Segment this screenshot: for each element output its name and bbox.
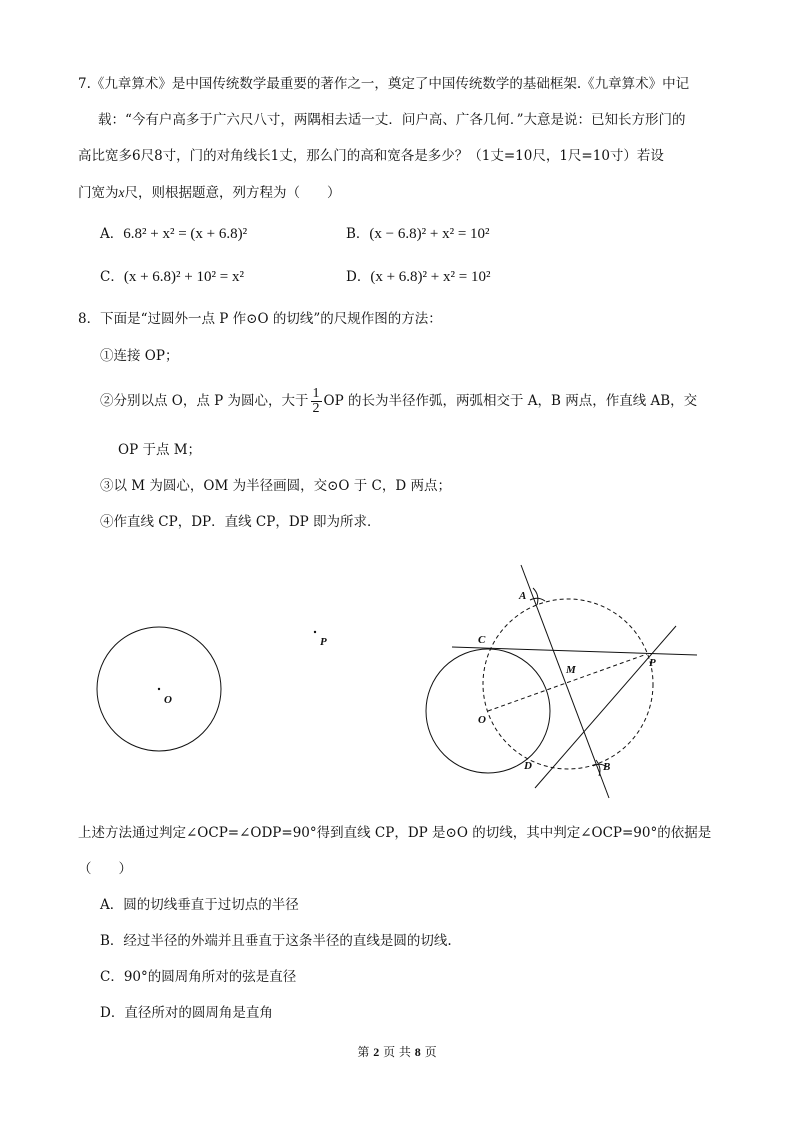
label-m: M bbox=[566, 664, 576, 676]
label-left-o: O bbox=[164, 694, 172, 706]
q8-option-c: C．90°的圆周角所对的弦是直径 bbox=[100, 969, 297, 985]
q8-option-d: D．直径所对的圆周角是直角 bbox=[100, 1005, 273, 1021]
fraction-one-half: $\frac{1}{2}$ bbox=[312, 386, 320, 416]
q7-option-a: A．6.8² + x² = (x + 6.8)² bbox=[100, 226, 248, 242]
q7-line2: 载：“今有户高多于广六尺八寸，两隅相去适一丈．问户高、广各几何．”大意是说：已知长方形门的 bbox=[98, 112, 686, 128]
q8-step3: ③以 M 为圆心，OM 为半径画圆，交⊙O 于 C，D 两点； bbox=[100, 478, 451, 494]
left-point-p-dot bbox=[314, 631, 316, 633]
q7-line1: 7.《九章算术》是中国传统数学最重要的著作之一，奠定了中国传统数学的基础框架.《九章算术》中记 bbox=[78, 76, 690, 92]
page-footer: 第 2 页 共 8 页 bbox=[357, 1045, 437, 1059]
label-left-p: P bbox=[320, 636, 327, 648]
q7-option-c-expr: (x + 6.8)² + 10² = x² bbox=[123, 269, 244, 285]
q8-option-a: A．圆的切线垂直于过切点的半径 bbox=[100, 897, 299, 913]
label-a: A bbox=[519, 590, 527, 602]
q8-answer-paren: （ ） bbox=[78, 861, 132, 877]
line-ab bbox=[521, 565, 609, 798]
q8-step1: ①连接 OP； bbox=[100, 348, 179, 364]
left-center-dot bbox=[158, 688, 160, 690]
q7-option-d-expr: (x + 6.8)² + x² = 10² bbox=[370, 269, 491, 285]
q7-line4: 门宽为x尺，则根据题意，列方程为（ ） bbox=[78, 185, 341, 201]
segment-op bbox=[488, 654, 647, 711]
page-total: 8 bbox=[414, 1045, 421, 1059]
q7-option-d: D．(x + 6.8)² + x² = 10² bbox=[346, 269, 491, 285]
q7-option-b-expr: (x − 6.8)² + x² = 10² bbox=[369, 226, 490, 242]
page-number: 2 bbox=[373, 1045, 380, 1059]
q8-option-b: B．经过半径的外端并且垂直于这条半径的直线是圆的切线. bbox=[100, 933, 452, 949]
label-b: B bbox=[603, 761, 611, 773]
q7-option-a-expr: 6.8² + x² = (x + 6.8)² bbox=[123, 226, 248, 242]
label-c: C bbox=[478, 634, 486, 646]
q8-step2-cont: OP 于点 M； bbox=[118, 442, 202, 458]
q7-option-c: C．(x + 6.8)² + 10² = x² bbox=[100, 269, 244, 285]
label-d: D bbox=[524, 760, 532, 772]
q7-option-b: B．(x − 6.8)² + x² = 10² bbox=[346, 226, 490, 242]
q7-line3: 高比宽多6尺8寸，门的对角线长1丈，那么门的高和宽各是多少？（1丈=10尺，1尺=10寸）若设 bbox=[78, 148, 664, 164]
q8-step2: ②分别以点 O，点 P 为圆心，大于 $\frac{1}{2}$ OP 的长为半径作弧，两弧相交于 A，B 两点，作直线 AB，交 bbox=[100, 386, 698, 416]
q8-intro: 8．下面是“过圆外一点 P 作⊙O 的切线”的尺规作图的方法： bbox=[78, 311, 442, 327]
label-o: O bbox=[478, 714, 486, 726]
q8-step4: ④作直线 CP，DP．直线 CP，DP 即为所求． bbox=[100, 514, 381, 530]
q8-conclusion: 上述方法通过判定∠OCP=∠ODP=90°得到直线 CP，DP 是⊙O 的切线，其中判定∠OCP=90°的依据是 bbox=[78, 825, 712, 841]
label-p: P bbox=[649, 657, 656, 669]
circle-m-dashed bbox=[483, 599, 653, 769]
